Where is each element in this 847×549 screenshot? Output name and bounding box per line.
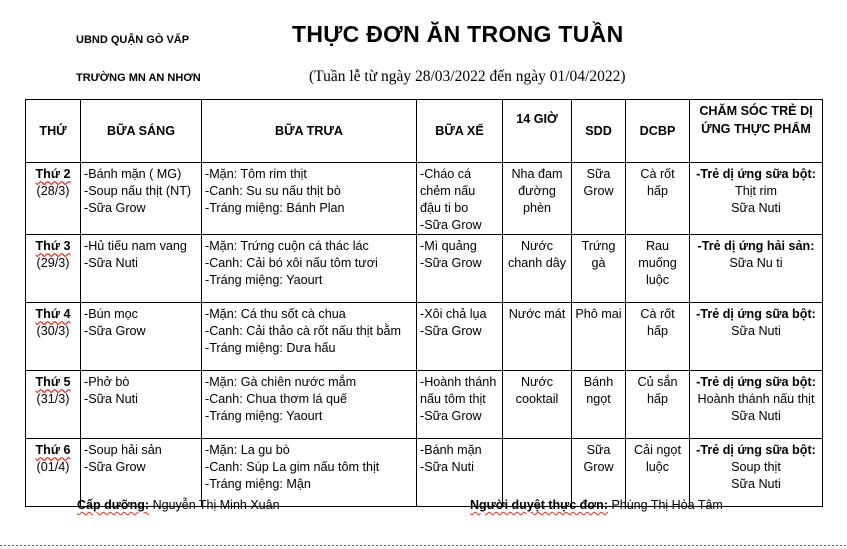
breakfast-cell [81,303,202,371]
school-name: TRƯỜNG MN AN NHƠN [76,72,201,84]
afternoon-cell [503,439,572,507]
allergy-care-title: -Trẻ dị ứng hải sản: [697,239,815,253]
allergy-care-title: -Trẻ dị ứng sữa bột: [696,307,816,321]
breakfast-cell [81,235,202,303]
cook-name: Nguyễn Thị Minh Xuân [152,498,280,512]
page-break-line [0,545,847,546]
dcbp-cell [626,235,690,303]
allergy-care-title: -Trẻ dị ứng sữa bột: [696,443,816,457]
lunch-cell [202,303,417,371]
lunch-cell [202,371,417,439]
column-header: DCBP [626,100,690,163]
approver-label: Người duyệt thực đơn: [470,498,608,512]
snack-cell [417,163,503,235]
lunch-item: -Mặn: Tôm rim thịt [205,167,307,181]
afternoon-cell [503,303,572,371]
table-row [26,371,823,439]
day-name: Thứ 6 [35,443,71,457]
snack-item: -Sữa Grow [420,324,482,338]
snack-item: -Sữa Grow [420,218,482,232]
breakfast-cell [81,439,202,507]
dcbp-item: Cà rốt hấp [640,307,675,338]
lunch-item: -Tráng miệng: Yaourt [205,409,323,423]
snack-item: -Cháo cá chẻm nấu đậu ti bo [420,167,476,215]
lunch-cell [202,235,417,303]
snack-cell [417,439,503,507]
breakfast-cell [81,371,202,439]
allergy-care-title: -Trẻ dị ứng sữa bột: [696,167,816,181]
day-name: Thứ 4 [35,307,71,321]
breakfast-item: -Hủ tiếu nam vang [84,239,187,253]
snack-item: -Hoành thánh nấu tôm thịt [420,375,497,406]
sdd-cell [572,303,626,371]
breakfast-item: -Sữa Nuti [84,392,138,406]
breakfast-item: -Sữa Grow [84,460,146,474]
menu-table [25,99,823,507]
lunch-item: -Canh: Cải bó xôi nấu tôm tươi [205,256,378,270]
day-name: Thứ 5 [35,375,71,389]
lunch-item: -Mặn: Cá thu sốt cà chua [205,307,346,321]
sdd-cell [572,439,626,507]
column-header: BỮA SÁNG [81,100,202,163]
day-date: (29/3) [36,256,70,270]
lunch-item: -Tráng miệng: Dưa hấu [205,341,336,355]
lunch-cell [202,163,417,235]
dcbp-cell [626,439,690,507]
allergy-care-title: -Trẻ dị ứng sữa bột: [696,375,816,389]
afternoon-item: Nước cooktail [515,375,559,406]
day-cell [26,439,81,507]
column-header: 14 GIỜ [503,100,572,163]
breakfast-item: -Bún mọc [84,307,138,321]
sdd-cell [572,235,626,303]
sdd-item: Sữa Grow [583,443,614,474]
table-row [26,235,823,303]
breakfast-item: -Soup nấu thịt (NT) [84,184,192,198]
afternoon-item: Nước chanh dây [507,239,567,270]
dcbp-item: Cà rốt hấp [640,167,675,198]
org-name: UBND QUẬN GÒ VẤP [76,34,190,46]
week-range: (Tuần lễ từ ngày 28/03/2022 đến ngày 01/04/2022) [309,68,626,85]
sdd-item: Trứng gà [581,239,616,270]
snack-item: -Bánh mặn [420,443,482,457]
sdd-item: Sữa Grow [583,167,614,198]
snack-item: -Sữa Grow [420,409,482,423]
breakfast-item: -Phở bò [84,375,130,389]
lunch-item: -Tráng miệng: Bánh Plan [205,201,345,215]
day-cell [26,163,81,235]
day-name: Thứ 2 [35,167,71,181]
breakfast-item: -Sữa Nuti [84,256,138,270]
lunch-item: -Tráng miệng: Mận [205,477,311,491]
approver-signature [470,498,723,512]
cook-label: Cấp dưỡng: [77,498,150,512]
lunch-item: -Mặn: La gu bò [205,443,290,457]
afternoon-item: Nước mát [508,307,566,321]
snack-item: -Sữa Nuti [420,460,474,474]
column-header: SDD [572,100,626,163]
approver-name: Phùng Thị Hòa Tâm [611,498,723,512]
dcbp-cell [626,303,690,371]
day-date: (01/4) [36,460,70,474]
day-name: Thứ 3 [35,239,71,253]
sdd-item: Phô mai [575,307,622,321]
snack-cell [417,303,503,371]
lunch-item: -Mặn: Trứng cuộn cá thác lác [205,239,369,253]
allergy-care-item: Thịt rim [735,184,777,198]
snack-item: -Xôi chả lụa [420,307,487,321]
day-date: (28/3) [36,184,70,198]
column-header: BỮA XẾ [417,100,503,163]
day-date: (30/3) [36,324,70,338]
lunch-item: -Tráng miệng: Yaourt [205,273,323,287]
table-row [26,163,823,235]
breakfast-item: -Bánh mặn ( MG) [84,167,182,181]
day-date: (31/3) [36,392,70,406]
page-title: THỰC ĐƠN ĂN TRONG TUẦN [292,21,624,47]
allergy-care-cell [690,163,823,235]
lunch-item: -Mặn: Gà chiên nước mắm [205,375,357,389]
afternoon-cell [503,235,572,303]
allergy-care-cell [690,235,823,303]
day-cell [26,303,81,371]
afternoon-item: Nha đam đường phèn [511,167,563,215]
snack-cell [417,371,503,439]
dcbp-cell [626,163,690,235]
dcbp-item: Cải ngọt luộc [634,443,681,474]
column-header: BỮA TRƯA [202,100,417,163]
allergy-care-item: Hoành thánh nấu thịt [697,392,815,406]
allergy-care-item: Sữa Nuti [731,477,781,491]
dcbp-item: Rau muống luộc [638,239,677,287]
snack-item: -Sữa Grow [420,256,482,270]
lunch-item: -Canh: Cải thảo cà rốt nấu thịt bằm [205,324,402,338]
lunch-cell [202,439,417,507]
column-header: CHĂM SÓC TRẺ DỊ ỨNG THỰC PHẨM [690,100,823,163]
table-row [26,303,823,371]
allergy-care-item: Sữa Nu ti [729,256,783,270]
cook-signature [77,498,280,512]
sdd-cell [572,163,626,235]
lunch-item: -Canh: Súp La gim nấu tôm thịt [205,460,380,474]
allergy-care-cell [690,303,823,371]
allergy-care-cell [690,439,823,507]
lunch-item: -Canh: Chua thơm lá quế [205,392,347,406]
day-cell [26,235,81,303]
allergy-care-item: Sữa Nuti [731,324,781,338]
snack-cell [417,235,503,303]
snack-item: -Mì quảng [420,239,477,253]
breakfast-item: -Sữa Grow [84,201,146,215]
breakfast-item: -Sữa Grow [84,324,146,338]
table-row [26,439,823,507]
sdd-item: Bánh ngọt [583,375,614,406]
day-cell [26,371,81,439]
dcbp-cell [626,371,690,439]
allergy-care-cell [690,371,823,439]
breakfast-cell [81,163,202,235]
dcbp-item: Củ sắn hấp [637,375,678,406]
afternoon-cell [503,371,572,439]
afternoon-cell [503,163,572,235]
breakfast-item: -Soup hải sản [84,443,162,457]
allergy-care-item: Soup thịt [731,460,781,474]
allergy-care-item: Sữa Nuti [731,201,781,215]
header-row [26,100,823,163]
lunch-item: -Canh: Su su nấu thịt bò [205,184,341,198]
allergy-care-item: Sữa Nuti [731,409,781,423]
column-header: THỨ [26,100,81,163]
sdd-cell [572,371,626,439]
